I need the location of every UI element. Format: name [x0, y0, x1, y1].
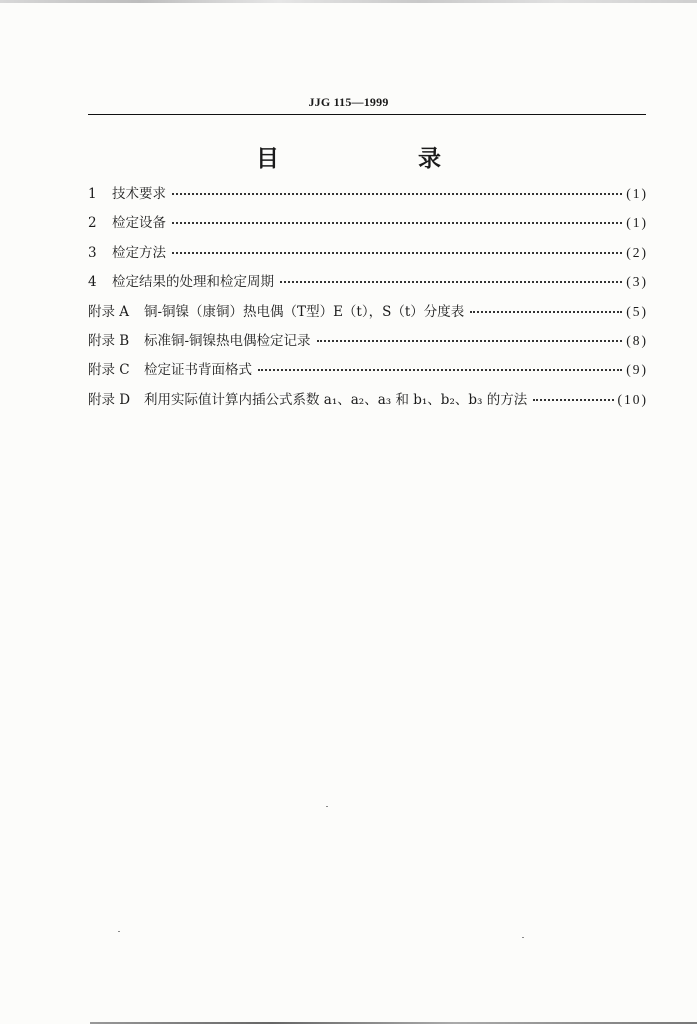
toc-entry-label: 铜-铜镍（康铜）热电偶（T型）E（t），S（t）分度表	[144, 303, 465, 320]
toc-entry-page: (8)	[626, 332, 648, 348]
toc-entry-page: (10)	[617, 391, 648, 407]
toc-entry-label: 检定结果的处理和检定周期	[112, 274, 274, 291]
toc-entry[interactable]	[88, 241, 648, 270]
toc-entry[interactable]	[88, 211, 648, 240]
toc-entry[interactable]	[88, 182, 648, 211]
dot-leader	[172, 193, 622, 195]
table-of-contents	[88, 182, 648, 417]
toc-entry-number: 附录 B	[88, 332, 130, 349]
toc-entry[interactable]	[88, 358, 648, 387]
toc-entry-page: (9)	[626, 362, 648, 378]
toc-entry-number: 附录 C	[88, 362, 130, 379]
toc-entry-number: 3	[88, 244, 97, 261]
toc-entry-number: 4	[88, 274, 97, 291]
toc-entry-label: 技术要求	[112, 186, 166, 202]
header-rule	[88, 114, 646, 115]
dot-leader	[172, 222, 622, 224]
dot-leader	[533, 399, 613, 401]
toc-entry-number: 附录 A	[88, 303, 130, 320]
toc-entry-label: 检定方法	[112, 244, 166, 261]
toc-title: 目 录	[256, 146, 499, 172]
toc-entry-number: 2	[88, 215, 97, 232]
toc-entry-page: (2)	[626, 244, 648, 260]
dot-leader	[172, 252, 622, 254]
dot-leader	[280, 281, 622, 283]
toc-entry[interactable]	[88, 388, 648, 417]
toc-entry-page: (5)	[626, 303, 648, 319]
dot-leader	[470, 311, 622, 313]
toc-entry-page: (1)	[626, 215, 648, 231]
scan-speck	[326, 806, 328, 807]
toc-entry-number: 1	[88, 186, 97, 202]
toc-entry-page: (3)	[626, 274, 648, 290]
dot-leader	[258, 369, 622, 371]
toc-entry-label: 利用实际值计算内插公式系数 a₁、a₂、a₃ 和 b₁、b₂、b₃ 的方法	[144, 391, 528, 408]
toc-entry-label: 标准铜-铜镍热电偶检定记录	[144, 332, 311, 349]
standard-code-header: JJG 115—1999	[308, 95, 389, 109]
scan-speck	[522, 937, 524, 938]
scan-speck	[118, 931, 120, 932]
toc-entry[interactable]	[88, 300, 648, 329]
dot-leader	[317, 340, 623, 342]
toc-entry-label: 检定证书背面格式	[144, 362, 252, 379]
toc-entry-page: (1)	[626, 186, 648, 201]
scan-edge-top	[0, 0, 697, 3]
toc-entry-label: 检定设备	[112, 215, 166, 232]
toc-entry[interactable]	[88, 270, 648, 299]
toc-entry[interactable]	[88, 329, 648, 358]
toc-entry-number: 附录 D	[88, 391, 131, 408]
